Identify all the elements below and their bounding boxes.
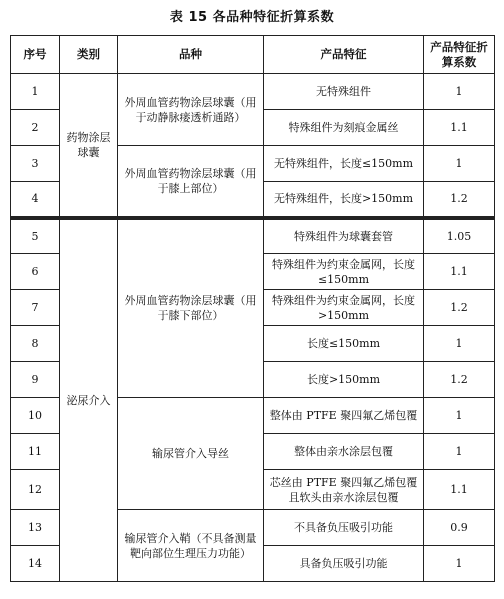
row-feature: 具备负压吸引功能	[264, 546, 424, 582]
row-seq: 6	[11, 254, 60, 290]
row-feature: 无特殊组件	[264, 74, 424, 110]
row-coef: 1.1	[424, 254, 495, 290]
table-row	[11, 218, 495, 254]
row-seq: 8	[11, 326, 60, 362]
row-seq: 5	[11, 218, 60, 254]
header-feature: 产品特征	[264, 36, 424, 74]
row-seq: 11	[11, 434, 60, 470]
row-feature: 特殊组件为约束金属网，长度>150mm	[264, 290, 424, 326]
row-seq: 12	[11, 470, 60, 510]
coefficient-table	[10, 35, 495, 582]
product-cell: 外周血管药物涂层球囊（用于膝下部位）	[118, 218, 264, 398]
row-feature: 整体由 PTFE 聚四氟乙烯包覆	[264, 398, 424, 434]
table-row	[11, 74, 495, 110]
row-seq: 4	[11, 182, 60, 218]
row-feature: 芯丝由 PTFE 聚四氟乙烯包覆且软头由亲水涂层包覆	[264, 470, 424, 510]
header-seq: 序号	[11, 36, 60, 74]
row-feature: 特殊组件为约束金属网，长度≤150mm	[264, 254, 424, 290]
row-feature: 长度>150mm	[264, 362, 424, 398]
row-coef: 1	[424, 546, 495, 582]
row-seq: 13	[11, 510, 60, 546]
product-cell: 输尿管介入导丝	[118, 398, 264, 510]
row-seq: 9	[11, 362, 60, 398]
row-coef: 1	[424, 398, 495, 434]
row-seq: 3	[11, 146, 60, 182]
product-cell: 输尿管介入鞘（不具备测量靶向部位生理压力功能）	[118, 510, 264, 582]
row-coef: 1	[424, 146, 495, 182]
row-seq: 14	[11, 546, 60, 582]
row-coef: 1	[424, 326, 495, 362]
row-coef: 1.05	[424, 218, 495, 254]
category-cell: 泌尿介入	[60, 218, 118, 582]
row-feature: 长度≤150mm	[264, 326, 424, 362]
table-header-row	[11, 36, 495, 74]
row-feature: 特殊组件为球囊套管	[264, 218, 424, 254]
row-feature: 不具备负压吸引功能	[264, 510, 424, 546]
row-coef: 1	[424, 74, 495, 110]
header-category: 类别	[60, 36, 118, 74]
row-feature: 无特殊组件，长度>150mm	[264, 182, 424, 218]
row-coef: 1.1	[424, 110, 495, 146]
product-cell: 外周血管药物涂层球囊（用于膝上部位）	[118, 146, 264, 218]
row-feature: 无特殊组件，长度≤150mm	[264, 146, 424, 182]
header-product: 品种	[118, 36, 264, 74]
row-coef: 0.9	[424, 510, 495, 546]
row-coef: 1	[424, 434, 495, 470]
row-seq: 7	[11, 290, 60, 326]
row-coef: 1.2	[424, 290, 495, 326]
header-coef: 产品特征折算系数	[424, 36, 495, 74]
row-coef: 1.2	[424, 182, 495, 218]
product-cell: 外周血管药物涂层球囊（用于动静脉瘘透析通路）	[118, 74, 264, 146]
row-coef: 1.1	[424, 470, 495, 510]
row-seq: 1	[11, 74, 60, 110]
row-feature: 整体由亲水涂层包覆	[264, 434, 424, 470]
row-seq: 10	[11, 398, 60, 434]
table-title: 表 15 各品种特征折算系数	[169, 10, 335, 25]
row-seq: 2	[11, 110, 60, 146]
category-cell: 药物涂层球囊	[60, 74, 118, 218]
row-feature: 特殊组件为刻痕金属丝	[264, 110, 424, 146]
row-coef: 1.2	[424, 362, 495, 398]
